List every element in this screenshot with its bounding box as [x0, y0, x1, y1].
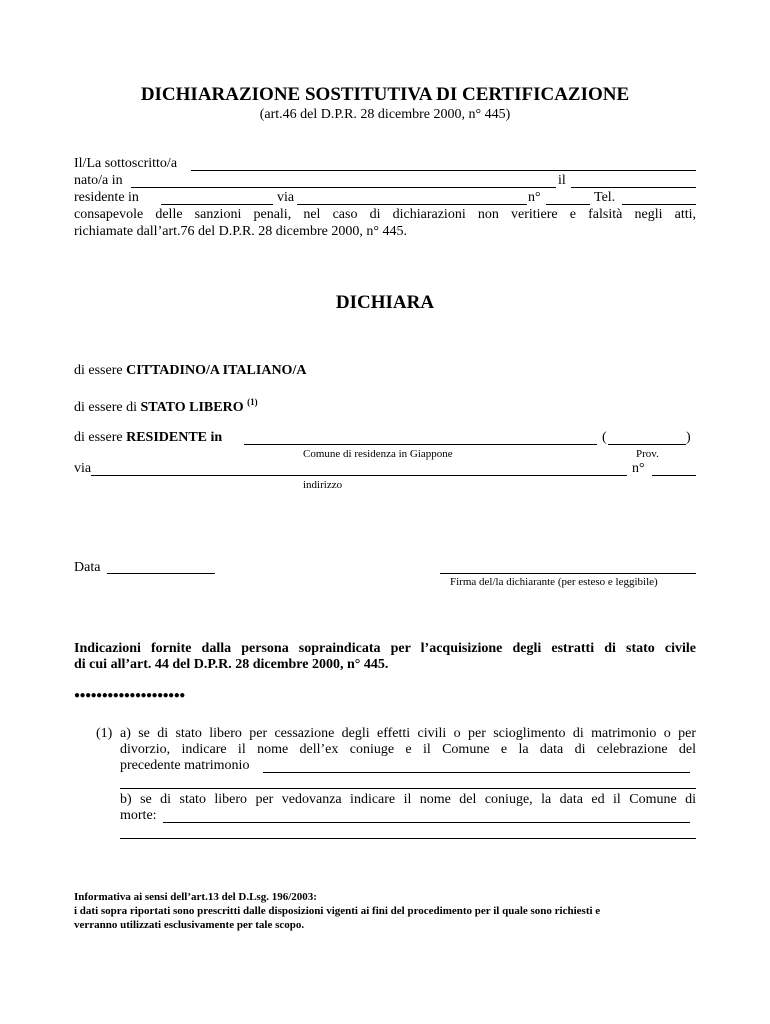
note-a-line-1: a) se di stato libero per cessazione degli effetti civili o per scioglimento di matrimonio o per — [120, 726, 696, 741]
stato-bold: STATO LIBERO — [140, 400, 244, 415]
informativa-text-2: verranno utilizzati esclusivamente per tale scopo. — [74, 919, 305, 931]
vedovanza-field-2[interactable] — [120, 838, 696, 839]
paren-open: ( — [602, 430, 607, 445]
via-field[interactable] — [297, 204, 527, 205]
page-subtitle: (art.46 del D.P.R. 28 dicembre 2000, n° 445) — [259, 107, 511, 122]
tel-field[interactable] — [622, 204, 696, 205]
stato-footnote-ref: (1) — [247, 397, 258, 407]
residenza-field[interactable] — [161, 204, 273, 205]
indicazioni-text: Indicazioni fornite dalla persona sopraindicata per l’acquisizione degli estratti di stato civile — [74, 641, 696, 656]
numero-field[interactable] — [546, 204, 590, 205]
luogo-nascita-field[interactable] — [131, 187, 556, 188]
vedovanza-field[interactable] — [163, 822, 690, 823]
sottoscritto-field[interactable] — [191, 170, 696, 171]
tel-label: Tel. — [594, 190, 616, 205]
via-label-2: via — [74, 461, 92, 476]
data-label: Data — [74, 560, 101, 575]
dichiara-heading: DICHIARA — [335, 292, 435, 313]
residente-bold: RESIDENTE in — [126, 430, 223, 445]
numero-civico-field[interactable] — [652, 475, 696, 476]
cittadino-prefix: di essere — [74, 363, 123, 378]
firma-field[interactable] — [440, 573, 696, 574]
indirizzo-caption: indirizzo — [303, 479, 343, 491]
residente-label: residente in — [74, 190, 139, 205]
paren-close: ) — [686, 430, 691, 445]
nato-label: nato/a in — [74, 173, 123, 188]
cittadino-bold: CITTADINO/A ITALIANO/A — [126, 363, 307, 378]
note-b-line-2: morte: — [120, 808, 157, 823]
firma-caption: Firma del/la dichiarante (per esteso e leggibile) — [450, 576, 658, 588]
note-b-line-1: b) se di stato libero per vedovanza indicare il nome del coniuge, la data ed il Comune di — [120, 792, 696, 807]
page-title: DICHIARAZIONE SOSTITUTIVA DI CERTIFICAZIONE — [140, 84, 630, 105]
stato-prefix: di essere di — [74, 400, 137, 415]
data-nascita-field[interactable] — [571, 187, 696, 188]
prov-caption: Prov. — [636, 448, 659, 460]
bullet-separator: ●●●●●●●●●●●●●●●●●●●● — [74, 690, 185, 701]
note-a-line-2: divorzio, indicare il nome dell’ex coniuge e il Comune e la data di celebrazione del — [120, 742, 696, 757]
stato-statement — [74, 397, 258, 416]
comune-caption: Comune di residenza in Giappone — [303, 448, 453, 460]
prov-field[interactable] — [608, 444, 686, 445]
ex-coniuge-field-2[interactable] — [120, 788, 696, 789]
cittadino-statement — [74, 363, 306, 379]
indicazioni-text-2: di cui all’art. 44 del D.P.R. 28 dicembre 2000, n° 445. — [74, 657, 389, 672]
residente-statement — [74, 430, 222, 446]
note-number: (1) — [96, 726, 113, 741]
numero-label: n° — [528, 190, 541, 205]
consapevole-text-2: richiamate dall’art.76 del D.P.R. 28 dicembre 2000, n° 445. — [74, 224, 407, 239]
note-a-line-3: precedente matrimonio — [120, 758, 250, 773]
data-field[interactable] — [107, 573, 215, 574]
informativa-title: Informativa ai sensi dell’art.13 del D.Lsg. 196/2003: — [74, 891, 317, 903]
ex-coniuge-field[interactable] — [263, 772, 690, 773]
via-label: via — [277, 190, 295, 205]
comune-residenza-field[interactable] — [244, 444, 597, 445]
informativa-text: i dati sopra riportati sono prescritti dalle disposizioni vigenti ai fini del procedimento per il quale sono richiesti e — [74, 905, 601, 917]
residente-prefix: di essere — [74, 430, 123, 445]
consapevole-text: consapevole delle sanzioni penali, nel caso di dichiarazioni non veritiere e falsità negli atti, — [74, 207, 696, 222]
indirizzo-field[interactable] — [91, 475, 627, 476]
sottoscritto-label: Il/La sottoscritto/a — [74, 156, 178, 171]
il-label: il — [558, 173, 566, 188]
numero-label-2: n° — [632, 461, 645, 476]
